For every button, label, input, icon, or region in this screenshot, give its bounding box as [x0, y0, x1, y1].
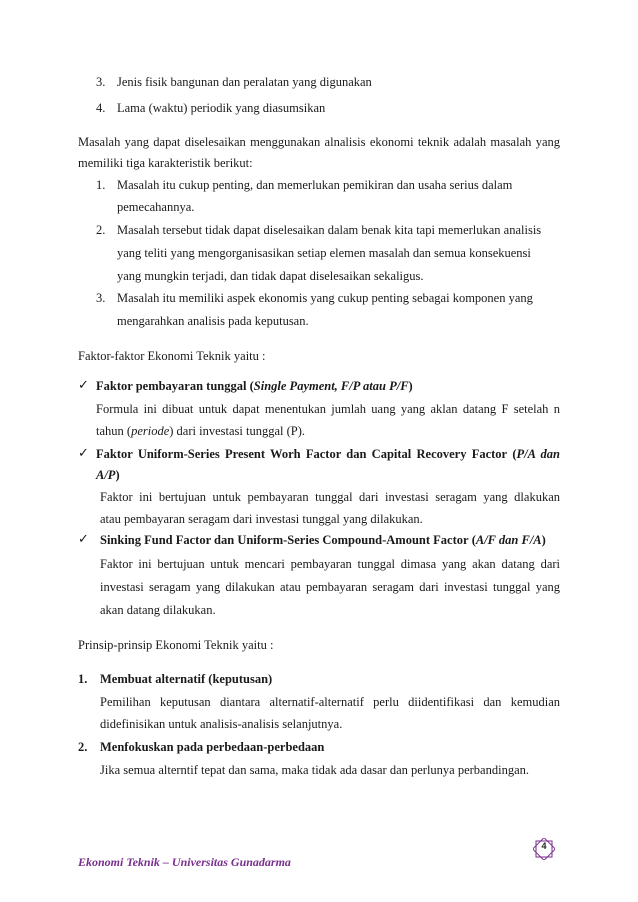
list-item-text: Masalah itu memiliki aspek ekonomis yang cukup penting sebagai komponen yang [117, 291, 533, 305]
prinsip-description: Jika semua alterntif tepat dan sama, maka tidak ada dasar dan perlunya perbandingan. [100, 763, 529, 777]
faktor-description: Faktor ini bertujuan untuk mencari pembayaran tunggal dimasa yang akan datang dari [100, 557, 560, 571]
list-item-text: yang mungkin terjadi, dan tidak dapat diselesaikan sekaligus. [117, 269, 424, 283]
faktor-title-italic: A/P [96, 468, 116, 482]
paragraph-line: Masalah yang dapat diselesaikan menggunakan alnalisis ekonomi teknik adalah masalah yang [78, 135, 560, 149]
paragraph-line: memiliki tiga karakteristik berikut: [78, 156, 253, 170]
paren: ) [115, 468, 120, 482]
footer-text: Ekonomi Teknik – Universitas Gunadarma [78, 855, 291, 869]
section-heading: Faktor-faktor Ekonomi Teknik yaitu : [78, 349, 266, 363]
faktor-title-bold: Sinking Fund Factor dan Uniform-Series Compound-Amount Factor [100, 533, 469, 547]
list-number: 3. [96, 75, 106, 89]
list-number: 3. [96, 291, 106, 305]
list-item-text: Masalah tersebut tidak dapat diselesaikan dalam benak kita tapi memerlukan analisis [117, 223, 542, 237]
checkmark-icon: ✓ [78, 446, 89, 461]
prinsip-description: didefinisikan untuk analisis-analisis selanjutnya. [100, 717, 343, 731]
faktor-title-italic: A/F dan F/A [475, 533, 542, 547]
prinsip-title: Menfokuskan pada perbedaan-perbedaan [100, 740, 325, 754]
faktor-title [96, 446, 560, 462]
list-item-text: Lama (waktu) periodik yang diasumsikan [117, 101, 326, 115]
list-number: 2. [78, 740, 88, 754]
list-item-text: mengarahkan analisis pada keputusan. [117, 314, 309, 328]
faktor-description: atau pembayaran seragam dari investasi tunggal yang dilakukan. [100, 512, 423, 526]
paren: ( [512, 447, 517, 461]
text-span-italic: periode [131, 424, 170, 438]
list-number: 1. [78, 672, 88, 686]
prinsip-description: Pemilihan keputusan diantara alternatif-alternatif perlu diidentifikasi dan kemudian [100, 695, 560, 709]
faktor-description [96, 423, 305, 439]
faktor-title-bold: Faktor Uniform-Series Present Worh Factor dan Capital Recovery Factor [96, 447, 508, 461]
faktor-description: Formula ini dibuat untuk dapat menentukan jumlah uang yang aklan datang F setelah n [96, 402, 560, 416]
page-number: 4 [541, 841, 547, 851]
checkmark-icon: ✓ [78, 532, 89, 547]
list-number: 2. [96, 223, 106, 237]
paren: ) [541, 533, 546, 547]
prinsip-title: Membuat alternatif (keputusan) [100, 672, 273, 686]
faktor-title-italic: P/A dan [516, 447, 561, 461]
list-item-text: Masalah itu cukup penting, dan memerlukan pemikiran dan usaha serius dalam [117, 178, 513, 192]
text-span: ) dari investasi tunggal (P). [169, 424, 305, 438]
list-item-text: yang teliti yang mengorganisasikan setiap elemen masalah dan semua konsekuensi [117, 246, 531, 260]
paren: ) [408, 379, 413, 393]
faktor-title-bold: Faktor pembayaran tunggal [96, 379, 247, 393]
paren: ( [249, 379, 254, 393]
faktor-title-italic: Single Payment, F/P atau P/F [253, 379, 409, 393]
faktor-title-cont [96, 467, 120, 483]
faktor-title [100, 532, 546, 548]
list-number: 1. [96, 178, 106, 192]
checkmark-icon: ✓ [78, 378, 89, 393]
faktor-description: Faktor ini bertujuan untuk pembayaran tunggal dari investasi seragam yang dlakukan [100, 490, 560, 504]
list-item-text: pemecahannya. [117, 200, 195, 214]
list-item-text: Jenis fisik bangunan dan peralatan yang digunakan [117, 75, 372, 89]
list-number: 4. [96, 101, 106, 115]
paren: ( [471, 533, 476, 547]
section-heading: Prinsip-prinsip Ekonomi Teknik yaitu : [78, 638, 274, 652]
page-number-badge [533, 838, 555, 860]
faktor-description: investasi seragam yang dilakukan atau pembayaran seragam dari investasi tunggal yang [100, 580, 560, 594]
faktor-description: akan datang dilakukan. [100, 603, 216, 617]
text-span: tahun ( [96, 424, 132, 438]
faktor-title [96, 378, 413, 394]
